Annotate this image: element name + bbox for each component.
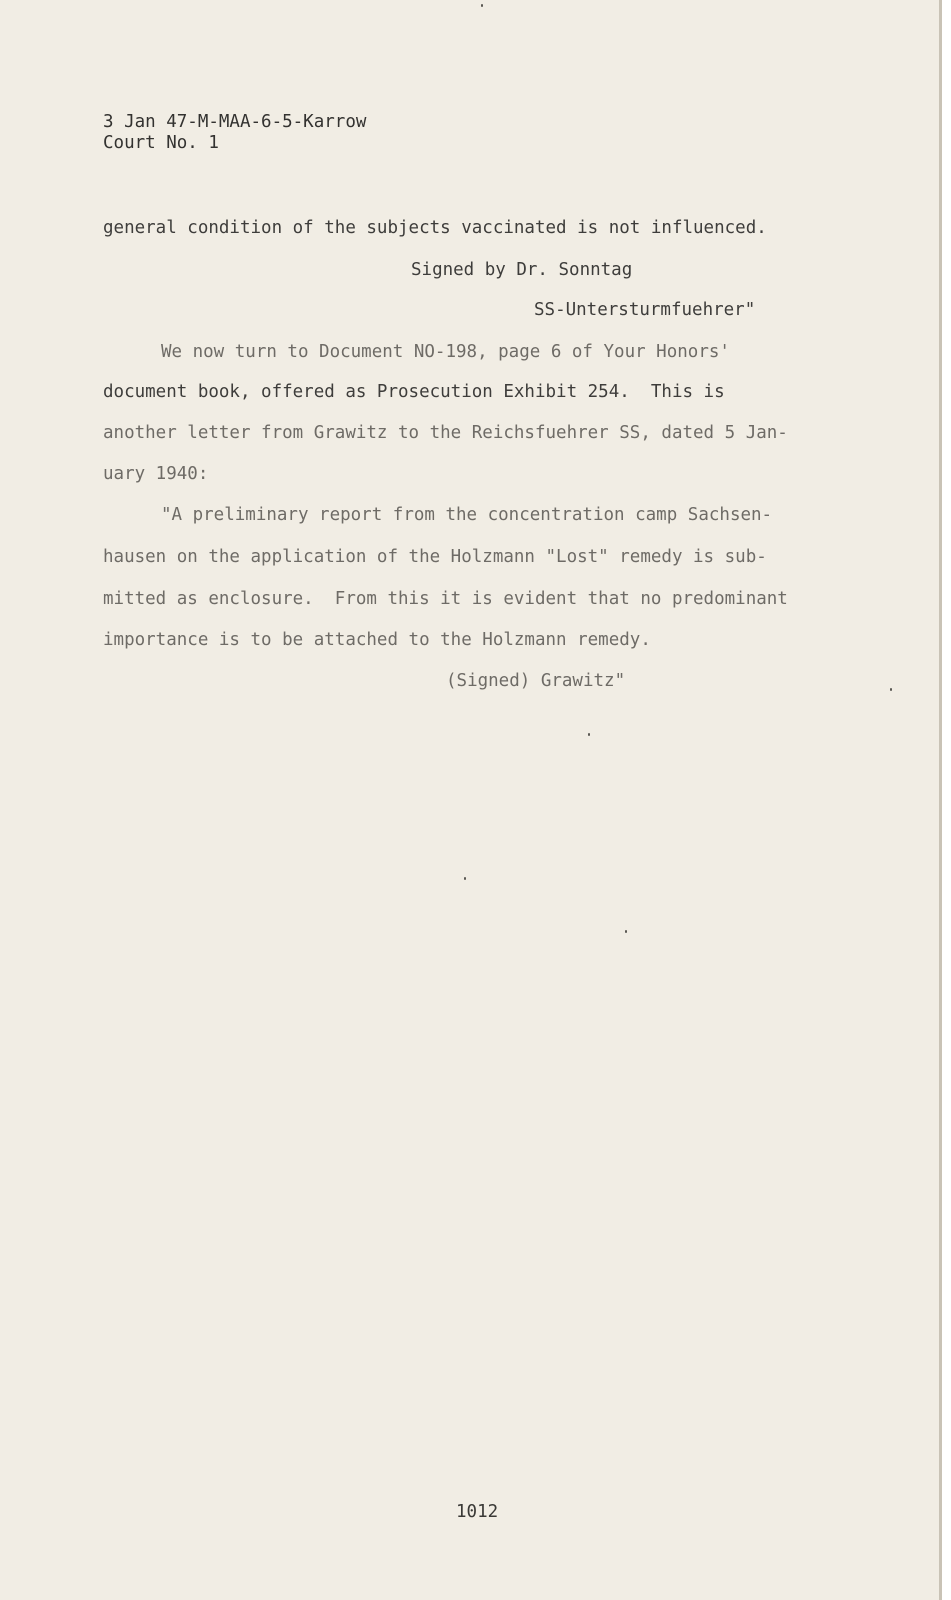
paragraph-line-1: We now turn to Document NO-198, page 6 of Your Honors': [161, 342, 730, 362]
body-line-general-condition: general condition of the subjects vaccinated is not influenced.: [103, 218, 767, 238]
signature-sonntag-rank: SS-Untersturmfuehrer": [534, 300, 756, 320]
paper-speck: [464, 877, 466, 880]
document-header: [103, 112, 366, 154]
paragraph-line-3: another letter from Grawitz to the Reichsfuehrer SS, dated 5 Jan-: [103, 423, 788, 443]
quote-line-2: hausen on the application of the Holzmann "Lost" remedy is sub-: [103, 547, 767, 567]
quote-line-1: "A preliminary report from the concentration camp Sachsen-: [161, 505, 773, 525]
paper-speck: [588, 733, 590, 736]
quote-line-4: importance is to be attached to the Holzmann remedy.: [103, 630, 651, 650]
paper-speck: [625, 930, 627, 933]
paragraph-line-2: document book, offered as Prosecution Exhibit 254. This is: [103, 382, 725, 402]
header-date-reference: 3 Jan 47-M-MAA-6-5-Karrow: [103, 112, 367, 132]
paper-speck: [890, 688, 892, 691]
page-number: 1012: [456, 1502, 499, 1522]
signature-sonntag: Signed by Dr. Sonntag: [411, 260, 633, 280]
paragraph-line-4: uary 1940:: [103, 464, 209, 484]
quote-line-3: mitted as enclosure. From this it is evident that no predominant: [103, 589, 788, 609]
header-court: Court No. 1: [103, 133, 219, 153]
signature-grawitz: (Signed) Grawitz": [446, 671, 626, 691]
paper-speck: [481, 4, 483, 7]
